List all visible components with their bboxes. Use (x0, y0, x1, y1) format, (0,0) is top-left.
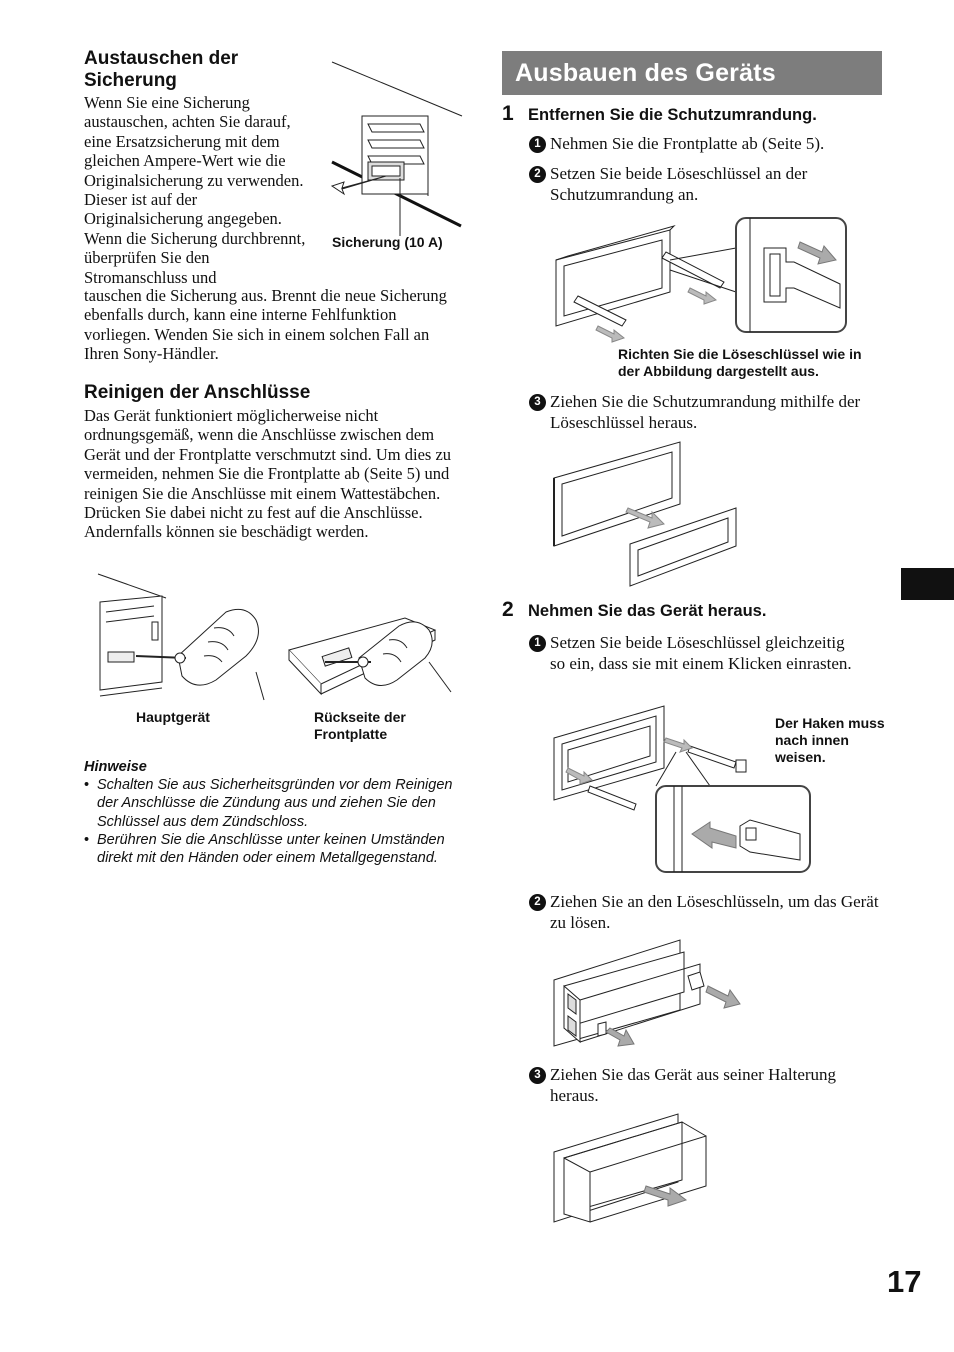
remove-frame-illustration (550, 438, 742, 590)
main-unit-cleaning-illustration (96, 572, 266, 702)
release-keys-caption: Richten Sie die Löseschlüssel wie in der Abbildung dargestellt aus. (618, 346, 862, 379)
fuse-text-2: tauschen die Sicherung aus. Brennt die neue Sicherung ebenfalls durch, kann eine interne Fehlfunktion vorliegen. Wenden Sie sich in einem solchen Fall an Ihren Sony-Händler. (84, 286, 447, 364)
substep-number: 2 (529, 166, 546, 183)
note-item: • Schalten Sie aus Sicherheitsgründen vor dem Reinigen der Anschlüsse die Zündung aus und ziehen Sie den Schlüssel aus dem Zündschloss. (84, 776, 456, 831)
page-number: 17 (887, 1264, 922, 1299)
substep-number: 2 (529, 894, 546, 911)
clean-heading: Reinigen der Anschlüsse (84, 382, 311, 403)
remove-unit-illustration (550, 1110, 694, 1224)
substep-number: 3 (529, 394, 546, 411)
step-1-substep-1: Nehmen Sie die Frontplatte ab (Seite 5). (550, 134, 825, 153)
fuse-caption: Sicherung (10 A) (332, 234, 443, 250)
substep-number: 1 (529, 136, 546, 153)
substep-number: 1 (529, 635, 546, 652)
step-1-number: 1 (502, 102, 514, 125)
step-1-substep-2: Setzen Sie beide Löseschlüssel an der Schutzumrandung an. (550, 164, 808, 204)
fuse-text-1: Wenn Sie eine Sicherung austauschen, achten Sie darauf, eine Ersatzsicherung mit dem gleichen Ampere-Wert wie die Originalsicherung zu verwenden. Dieser ist auf der Originalsicherung angegeben. Wenn die Sicherung durchbrennt, überprüfen Sie den Stromanschluss und (84, 93, 306, 287)
clean-text: Das Gerät funktioniert möglicherweise nicht ordnungsgemäß, wenn die Anschlüsse zwischen dem Gerät und der Frontplatte verschmutzt sind. Um dies zu vermeiden, nehmen Sie die Frontplatte ab (Seite 5) und reinigen Sie die Anschlüsse mit einem Wattestäbchen. Drücken Sie dabei nicht zu fest auf die Anschlüsse. Andernfalls können sie beschädigt werden. (84, 406, 452, 542)
notes-list (84, 776, 456, 867)
fuse-heading: Austauschen der Sicherung (84, 48, 239, 91)
notes-heading: Hinweise (84, 759, 147, 775)
hook-caption: Der Haken muss nach innen weisen. (775, 715, 885, 765)
main-unit-caption: Hauptgerät (136, 709, 210, 725)
substep-number: 3 (529, 1067, 546, 1084)
step-1-title: Entfernen Sie die Schutzumrandung. (528, 106, 817, 124)
step-2-title: Nehmen Sie das Gerät heraus. (528, 602, 767, 620)
release-keys-frame-illustration (550, 212, 850, 348)
chapter-tab (901, 568, 954, 600)
step-2-substep-3: Ziehen Sie das Gerät aus seiner Halterung heraus. (550, 1065, 837, 1105)
step-1-substep-3: Ziehen Sie die Schutzumrandung mithilfe der Löseschlüssel heraus. (550, 392, 861, 432)
step-2-substep-1: Setzen Sie beide Löseschlüssel gleichzeitig so ein, dass sie mit einem Klicken einrasten. (550, 633, 852, 673)
pull-keys-illustration (550, 938, 744, 1050)
front-panel-cleaning-illustration (285, 600, 453, 700)
fuse-illustration (328, 58, 464, 238)
step-2-number: 2 (502, 598, 514, 621)
section-banner: Ausbauen des Geräts (502, 51, 882, 95)
step-2-substep-2: Ziehen Sie an den Löseschlüsseln, um das Gerät zu lösen. (550, 892, 879, 932)
note-item: • Berühren Sie die Anschlüsse unter keinen Umständen direkt mit den Händen oder einem Metallgegenstand. (84, 831, 456, 868)
front-panel-back-caption: Rückseite der Frontplatte (314, 709, 406, 742)
